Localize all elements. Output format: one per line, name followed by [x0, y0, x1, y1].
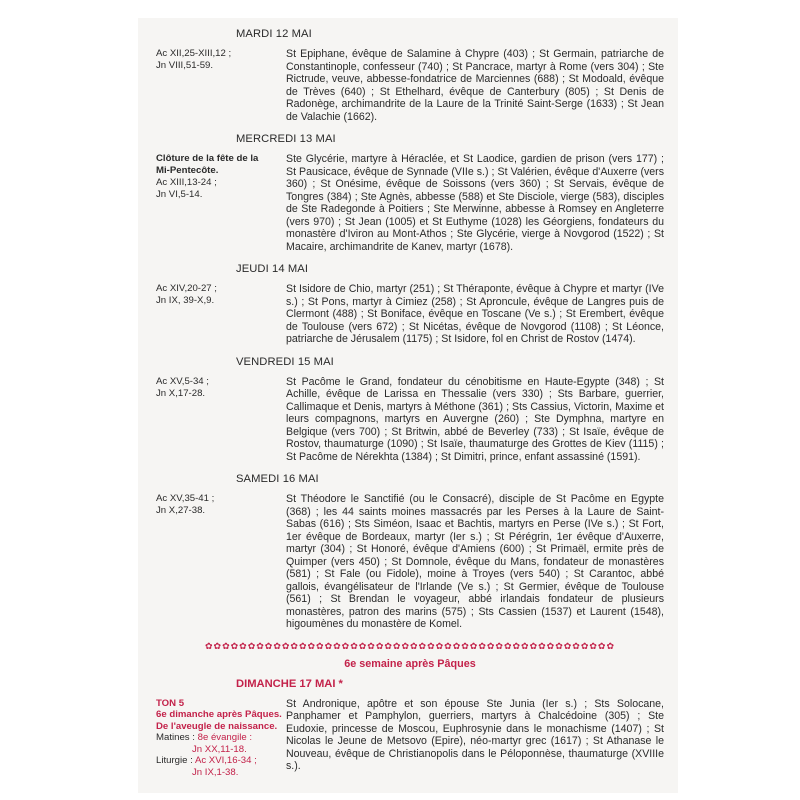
reading-line: Jn VIII,51-59. [156, 60, 214, 71]
liturgie-line [156, 755, 286, 767]
matines-gospel: 8e évangile : [197, 732, 253, 743]
day-entry-samedi [156, 493, 664, 631]
matines-label: Matines : [156, 732, 195, 743]
liturgie-reading: Ac XVI,16-34 ; [194, 755, 257, 766]
reading-line: Ac XV,35-41 ; [156, 493, 215, 504]
liturgie-reading-2: Jn IX,1-38. [192, 766, 239, 778]
day-title-vendredi: VENDREDI 15 MAI [236, 355, 334, 368]
feast-note: Clôture de la fête de la [156, 153, 259, 164]
saints-list-mercredi: Ste Glycérie, martyre à Héraclée, et St Laodice, gardien de prison (vers 177) ; St Pausicace, évêque de Synnade (VIIe s.) ; St Valérien, évêque d'Auxerre (vers 360) ; St Onésime, évêque de Soissons (vers 360) ; St Servais, évêque de Tongres (384) ; Ste Agnès, abbesse (588) et Ste Disciole, vierge (583), disciples de Ste Radegonde à Poitiers ; Ste Merwinne, abbesse à Romsey en Angleterre (vers 970) ; St Jean (1005) et St Euthyme (1028) les Géorgiens, fondateurs du monastère d'Iviron au Mont-Athos ; Ste Glycérie, vierge à Novgorod (1522) ; St Macaire, archimandrite de Kanev, martyr (1678). [286, 153, 664, 253]
reading-line: Jn X,17-28. [156, 387, 206, 399]
day-title-samedi: SAMEDI 16 MAI [236, 473, 319, 485]
reading-line: Ac XII,25-XIII,12 ; [156, 48, 232, 59]
page-content [156, 28, 664, 788]
saints-list-samedi: St Théodore le Sanctifié (ou le Consacré), disciple de St Pacôme en Egypte (368) ; les 44 saints moines massacrés par les Perses à la Laure de Saint-Sabas (616) ; Sts Siméon, Isaac et Bachtis, martyrs en Perse (IVe s.) ; St Fort, 1er évêque de Bordeaux, martyr (Ier s.) ; St Pérégrin, 1er évêque d'Auxerre, martyr (304) ; St Honoré, évêque d'Amiens (600) ; St Primaël, ermite près de Quimper (vers 450) ; St Domnole, évêque du Mans, fondateur de monastères (581) ; St Fale (ou Fidole), moine à Troyes (vers 540) ; St Carantoc, abbé gallois, évangélisateur de l'Irlande (Ve s.) ; St Germier, évêque de Toulouse (561) ; St Brendan le voyageur, abbé irlandais fondateur de plusieurs monastères, patron des marins (575) ; Sts Cassien (1537) et Laurent (1548), higoumènes du monastère de Komel. [286, 493, 664, 630]
readings-mardi [156, 48, 286, 72]
day-title-dimanche: DIMANCHE 17 MAI * [236, 677, 343, 690]
matines-line [156, 732, 286, 744]
day-entry-dimanche [156, 698, 664, 779]
document-page [138, 18, 678, 793]
readings-mercredi [156, 153, 286, 201]
feast-note: Mi-Pentecôte. [156, 165, 219, 176]
reading-line: Jn IX, 39-X,9. [156, 295, 215, 306]
readings-dimanche [156, 698, 286, 779]
saints-list-dimanche: St Andronique, apôtre et son épouse Ste Junia (Ier s.) ; Sts Solocane, Panphamer et Pamphylon, guerriers, martyrs à Chalcédoine (305) ; Ste Eudoxie, princesse de Moscou, Euphrosynie dans le monachisme (1407) ; St Nicolas le Jeune de Metsovo (Epire), néo-martyr grec (1617) ; St Athanase le Nouveau, évêque de Christianopolis dans le Péloponnèse, thaumaturge (XVIIIe s.). [286, 697, 664, 772]
day-title-mardi: MARDI 12 MAI [236, 28, 312, 40]
readings-samedi [156, 493, 286, 517]
matines-reading: Jn XX,11-18. [192, 743, 247, 755]
saints-list-jeudi: St Isidore de Chio, martyr (251) ; St Théraponte, évêque à Chypre et martyr (IVe s.) ; St Pons, martyr à Cimiez (258) ; St Aproncule, évêque de Langres puis de Clermont (488) ; St Boniface, évêque en Toscane (Ve s.) ; St Erembert, évêque de Toulouse (vers 672) ; St Nicétas, évêque de Novgorod (1108) ; St Léonce, patriarche de Jérusalem (1175) ; St Isidore, fol en Christ de Rostov (1474). [286, 283, 664, 345]
reading-line: Ac XIV,20-27 ; [156, 283, 217, 294]
tone-label: TON 5 [156, 697, 185, 709]
week-title: 6e semaine après Pâques [344, 657, 476, 670]
saints-list-mardi: St Epiphane, évêque de Salamine à Chypre (403) ; St Germain, patriarche de Constantinople, confesseur (740) ; St Pancrace, martyr à Rome (vers 304) ; Ste Rictrude, veuve, abbesse-fondatrice de Marciennes (688) ; St Modoald, évêque de Trèves (640) ; St Ethelhard, évêque de Canterbury (805) ; St Denis de Radonège, archimandrite de la Laure de la Trinité Saint-Serge (1633) ; St Jean de Valachie (1662). [286, 48, 664, 123]
reading-line: Ac XV,5-34 ; [156, 375, 209, 387]
liturgie-label: Liturgie : [156, 755, 193, 766]
day-entry-jeudi [156, 283, 664, 346]
day-entry-mercredi [156, 153, 664, 253]
reading-line: Ac XIII,13-24 ; [156, 177, 217, 188]
day-entry-mardi [156, 48, 664, 123]
readings-vendredi [156, 376, 286, 400]
day-title-mercredi: MERCREDI 13 MAI [236, 133, 336, 145]
day-entry-vendredi [156, 376, 664, 464]
sunday-name: 6e dimanche après Pâques. [156, 709, 282, 720]
reading-line: Jn VI,5-14. [156, 189, 203, 200]
reading-line: Jn X,27-38. [156, 505, 206, 516]
day-title-jeudi: JEUDI 14 MAI [236, 263, 309, 275]
ornamental-divider: ✿✿✿✿✿✿✿✿✿✿✿✿✿✿✿✿✿✿✿✿✿✿✿✿✿✿✿✿✿✿✿✿✿✿✿✿✿✿✿✿✿✿✿✿✿✿✿✿ [205, 640, 615, 651]
saints-list-vendredi: St Pacôme le Grand, fondateur du cénobitisme en Haute-Egypte (348) ; St Achille, évêque de Larissa en Thessalie (vers 330) ; Sts Barbare, guerrier, Callimaque et Denis, martyrs à Méthone (361) ; Sts Cassius, Victorin, Maxime et leurs compagnons, martyrs en Auvergne (260) ; Ste Dymphna, martyre en Belgique (vers 700) ; St Britwin, abbé de Beverley (733) ; St Isaïe, évêque de Rostov, thaumaturge (1090) ; St Isaïe, thaumaturge des Grottes de Kiev (1115) ; St Pacôme de Nérekhta (1384) ; St Dimitri, prince, enfant assassiné (1591). [286, 375, 664, 463]
readings-jeudi [156, 283, 286, 307]
sunday-subtitle: De l'aveugle de naissance. [156, 720, 278, 732]
